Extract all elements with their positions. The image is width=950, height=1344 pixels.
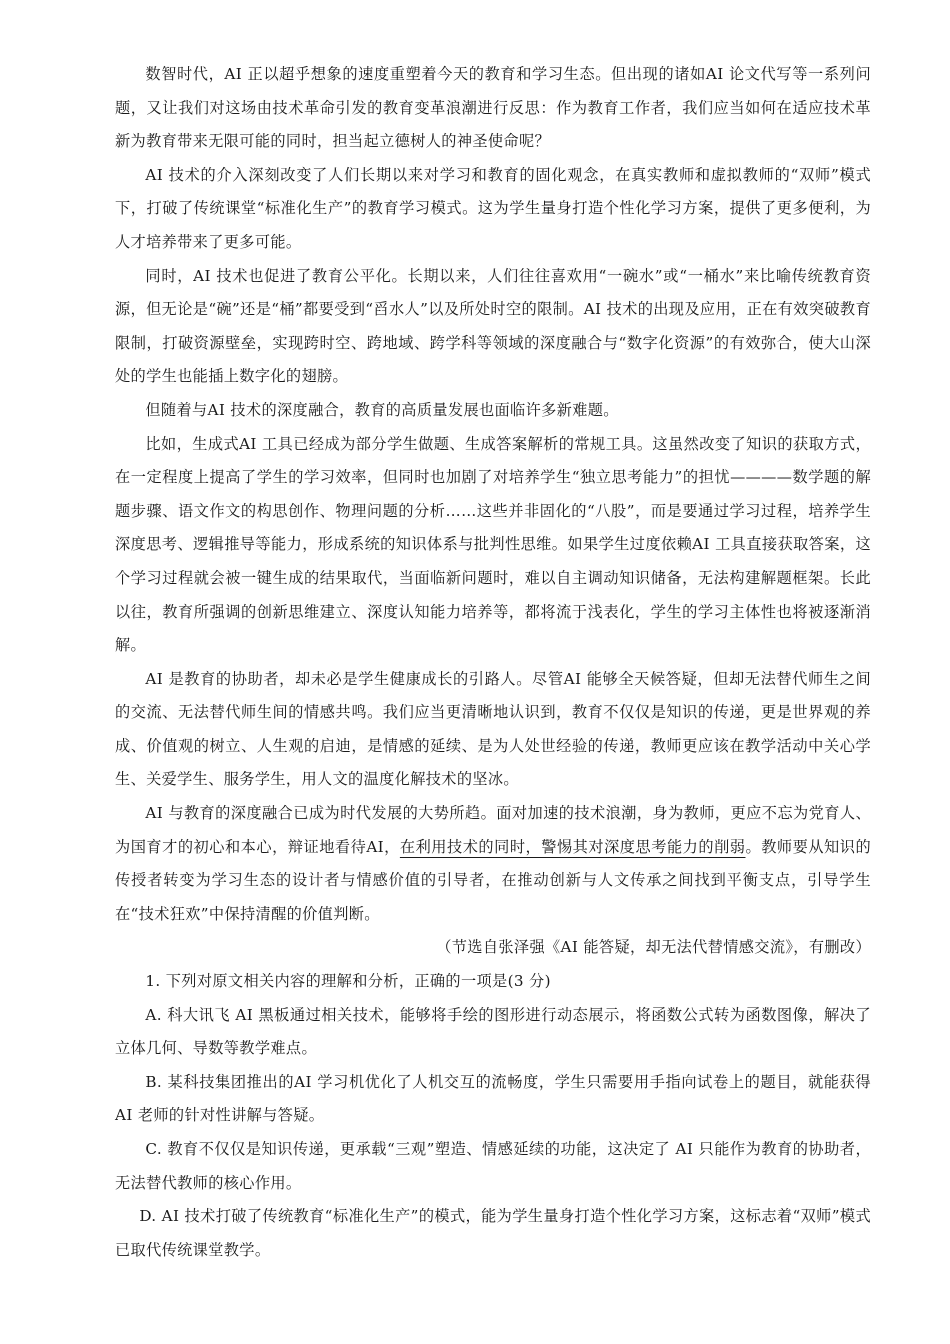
paragraph-7: [115, 797, 871, 931]
question-stem: 1. 下列对原文相关内容的理解和分析，正确的一项是(3 分): [145, 972, 551, 991]
paragraph-7-part-b: 。教师要从知识的传授者转变为学习生态的设计者与情感价值的引导者，在推动创新与人文传承之间找到平衡支点，引导学生在“技术狂欢”中保持清醒的价值判断。: [115, 837, 871, 923]
paragraph-7-part-a: AI 与教育的深度融合已成为时代发展的大势所趋。面对加速的技术浪潮，身为教师，更应不忘为党育人、为国育才的初心和本心，辩证地看待AI，: [115, 804, 871, 856]
paragraph-4: 但随着与AI 技术的深度融合，教育的高质量发展也面临许多新难题。: [145, 400, 619, 419]
option-d: D. AI 技术打破了传统教育“标准化生产”的模式，能为学生量身打造个性化学习方案，这标志着“双师”模式已取代传统课堂教学。: [115, 1207, 871, 1259]
source-citation: （节选自张泽强《AI 能答疑，却无法代替情感交流》，有删改）: [436, 938, 871, 957]
paragraph-2: AI 技术的介入深刻改变了人们长期以来对学习和教育的固化观念，在真实教师和虚拟教师的“双师”模式下，打破了传统课堂“标准化生产”的教育学习模式。这为学生量身打造个性化学习方案，提供了更多便利，为人才培养带来了更多可能。: [115, 165, 871, 251]
option-a: A. 科大讯飞 AI 黑板通过相关技术，能够将手绘的图形进行动态展示，将函数公式转为函数图像，解决了立体几何、导数等教学难点。: [115, 1005, 871, 1058]
paragraph-3: 同时，AI 技术也促进了教育公平化。长期以来，人们往往喜欢用“一碗水”或“一桶水”来比喻传统教育资源，但无论是“碗”还是“桶”都要受到“舀水人”以及所处时空的限制。AI 技术的出现及应用，正在有效突破教育限制，打破资源壁垒，实现跨时空、跨地域、跨学科等领域的深度融合与“数字化资源”的有效弥合，使大山深处的学生也能插上数字化的翅膀。: [115, 266, 871, 386]
paragraph-5: 比如，生成式AI 工具已经成为部分学生做题、生成答案解析的常规工具。这虽然改变了知识的获取方式，在一定程度上提高了学生的学习效率，但同时也加剧了对培养学生“独立思考能力”的担忧————数学题的解题步骤、语文作文的构思创作、物理问题的分析……这些并非固化的“八股”，而是要通过学习过程，培养学生深度思考、逻辑推导等能力，形成系统的知识体系与批判性思维。如果学生过度依赖AI 工具直接获取答案，这个学习过程就会被一键生成的结果取代，当面临新问题时，难以自主调动知识储备，无法构建解题框架。长此以往，教育所强调的创新思维建立、深度认知能力培养等，都将流于浅表化，学生的学习主体性也将被逐渐消解。: [115, 434, 871, 655]
paragraph-6: AI 是教育的协助者，却未必是学生健康成长的引路人。尽管AI 能够全天候答疑，但却无法替代师生之间的交流、无法替代师生间的情感共鸣。我们应当更清晰地认识到，教育不仅仅是知识的传递，更是世界观的养成、价值观的树立、人生观的启迪，是情感的延续、是为人处世经验的传递，教师更应该在教学活动中关心学生、关爱学生、服务学生，用人文的温度化解技术的坚冰。: [115, 669, 871, 789]
paragraph-1: 数智时代，AI 正以超乎想象的速度重塑着今天的教育和学习生态。但出现的诸如AI 论文代写等一系列问题，又让我们对这场由技术革命引发的教育变革浪潮进行反思：作为教育工作者，我们应当如何在适应技术革新为教育带来无限可能的同时，担当起立德树人的神圣使命呢？: [115, 65, 871, 151]
document-page: [115, 58, 871, 1267]
option-c: C. 教育不仅仅是知识传递，更承载“三观”塑造、情感延续的功能，这决定了 AI 只能作为教育的协助者，无法替代教师的核心作用。: [115, 1140, 871, 1192]
option-b: B. 某科技集团推出的AI 学习机优化了人机交互的流畅度，学生只需要用手指向试卷上的题目，就能获得 AI 老师的针对性讲解与答疑。: [115, 1072, 871, 1125]
underlined-sentence: 在利用技术的同时，警惕其对深度思考能力的削弱: [399, 837, 746, 856]
